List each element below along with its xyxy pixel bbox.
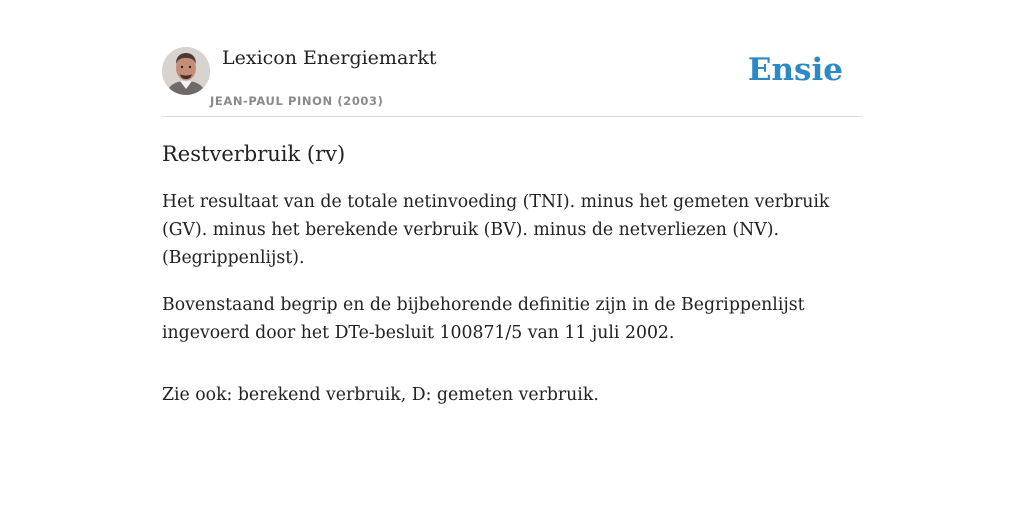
see-also-prefix: Zie ook: — [162, 385, 238, 405]
see-also — [162, 381, 862, 409]
lexicon-header — [162, 46, 862, 117]
author-name-link[interactable]: JEAN-PAUL PINON (2003) — [210, 94, 384, 108]
see-also-link-berekend-verbruik[interactable]: berekend verbruik — [237, 385, 401, 405]
see-also-link-gemeten-verbruik[interactable]: gemeten verbruik — [436, 385, 594, 405]
entry-title: Restverbruik (rv) — [162, 142, 346, 166]
see-also-end: . — [593, 385, 599, 405]
entry-note: Bovenstaand begrip en de bijbehorende definitie zijn in de Begrippenlijst ingevoerd door het DTe-besluit 100871/5 van 11 juli 2002. — [162, 295, 805, 343]
ensie-logo-link[interactable]: Ensie — [747, 52, 843, 88]
person-portrait-icon — [162, 47, 210, 95]
see-also-separator: , D: — [400, 385, 437, 405]
entry-content — [162, 136, 862, 428]
author-avatar[interactable] — [162, 47, 210, 95]
lexicon-title-link[interactable]: Lexicon Energiemarkt — [222, 47, 437, 69]
entry-definition: Het resultaat van de totale netinvoeding (TNI). minus het gemeten verbruik (GV). minus het berekende verbruik (BV). minus de netverliezen (NV). (Begrippenlijst). — [162, 192, 830, 268]
